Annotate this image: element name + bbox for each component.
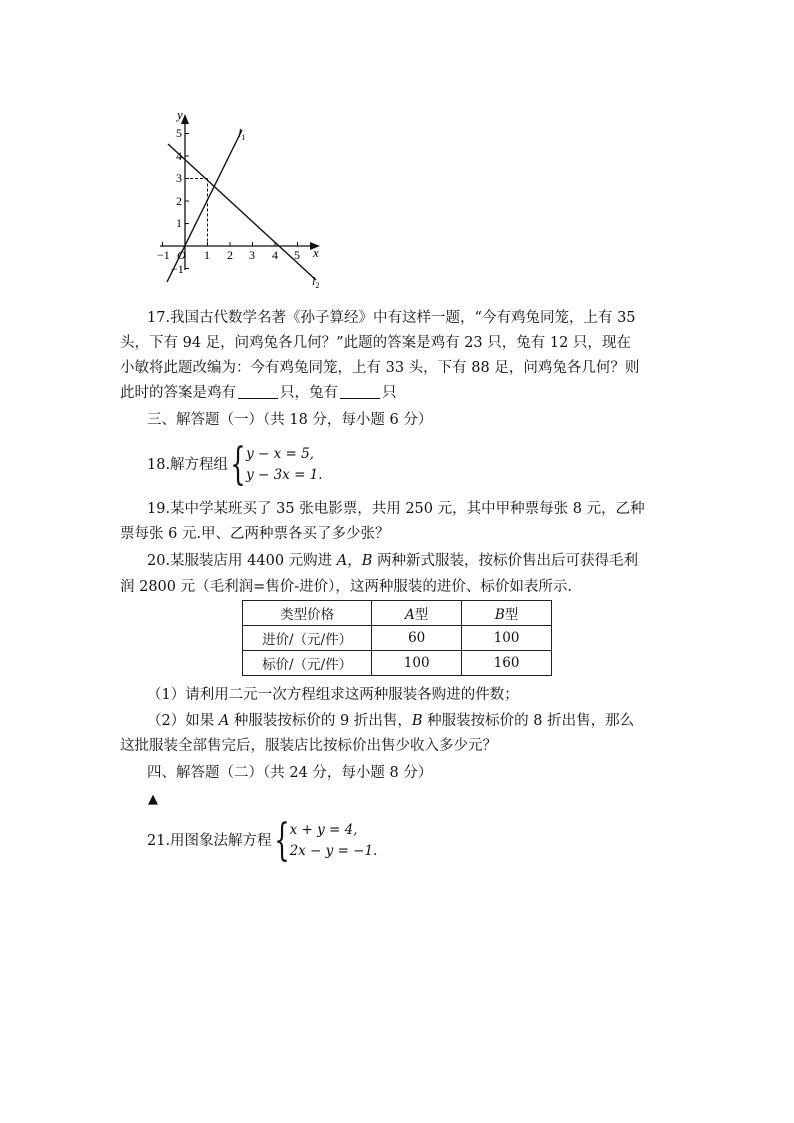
y-tick-label: −1 [171,262,184,276]
x-axis-label: x [313,245,319,260]
q17-line4-b: 只，兔有 [280,385,338,401]
q20-part2-line2: 这批服装全部售完后，服装店比按标价出售少收入多少元？ [120,738,497,754]
q21-eq1: x + y = 4, [289,822,358,838]
q20-part2-c: 种服装按标价的 8 折出售，那么 [422,713,635,729]
q20-type-b: B [361,553,373,569]
equation-system [228,439,323,490]
table-header-cell: A型 [372,601,462,626]
q20-part1: （1）请利用二元一次方程组求这两种服装各购进的件数； [147,687,519,703]
table-cell: 100 [462,626,552,651]
price-table [242,600,552,676]
y-tick-label: 3 [176,171,182,185]
q20-part2-a: （2）如果 [147,713,219,729]
table-cell: 100 [372,651,462,676]
q21-eq2: 2x − y = −1. [289,843,378,859]
section-4-heading: 四、解答题（二）（共 24 分，每小题 8 分） [147,765,433,781]
q17-line4-a: 此时的答案是鸡有 [120,385,236,401]
q20-part2 [147,709,634,733]
table-header-row [243,601,552,626]
q20-line1-a: 20.某服装店用 4400 元购进 [147,553,337,569]
q20-line1 [147,549,638,573]
table-row [243,626,552,651]
table-cell: 标价/（元/件） [243,651,372,676]
line-l1-label: $l_1$ [238,126,246,142]
q17-line3: 小敏将此题改编为：今有鸡兔同笼，上有 33 头，下有 88 足，问鸡兔各几何？则 [120,360,640,376]
q18-prefix: 18.解方程组 [147,457,229,473]
q20-part2-b: 种服装按标价的 9 折出售， [229,713,412,729]
x-tick-label: 4 [272,248,278,262]
y-axis-label: y [177,107,183,122]
q19-line2: 票每张 6 元.甲、乙两种票各买了多少张？ [120,526,390,542]
coordinate-graph [150,104,350,294]
table-cell: 进价/（元/件） [243,626,372,651]
question-18 [147,439,323,490]
x-tick-label: 5 [294,248,300,262]
q18-eq1: y − x = 5, [246,446,314,462]
origin-label: O [177,248,186,262]
x-tick-label: 3 [249,248,255,262]
q20-part2-type-a: A [218,713,230,729]
x-tick-label: 2 [227,248,233,262]
q17-line1: 17.我国古代数学名著《孙子算经》中有这样一题，“今有鸡兔同笼，上有 35 [147,310,636,326]
triangle-marker: ▲ [148,792,158,807]
q20-line2: 润 2800 元（毛利润=售价-进价），这两种服装的进价、标价如表所示. [120,579,573,595]
y-tick-label: 5 [176,126,182,140]
q20-part2-type-b: B [411,713,423,729]
x-tick-label: −1 [157,248,170,262]
line-l2-label: $l_2$ [312,274,320,290]
table-row [243,651,552,676]
table-header-cell: 类型价格 [243,601,372,626]
q18-eq2: y − 3x = 1. [246,467,323,483]
y-tick-label: 4 [176,149,182,163]
y-tick-label: 2 [176,194,182,208]
q19-line1: 19.某中学某班买了 35 张电影票，共用 250 元，其中甲种票每张 8 元，乙种 [147,501,645,517]
q21-prefix: 21.用图象法解方程 [147,833,272,849]
table-header-cell: B型 [462,601,552,626]
q20-line1-c: 两种新式服装，按标价售出后可获得毛利 [372,553,639,569]
question-21 [147,815,378,866]
equation-system [272,815,378,866]
x-tick-label: 1 [204,248,210,262]
brace-icon: { [230,439,246,490]
q17-line2: 头，下有 94 足，问鸡兔各几何？”此题的答案是鸡有 23 只，兔有 12 只，现在 [120,335,631,351]
table-cell: 160 [462,651,552,676]
answer-blank-chicken[interactable] [238,384,278,399]
question-17 [147,306,636,330]
table-cell: 60 [372,626,462,651]
answer-blank-rabbit[interactable] [340,384,380,399]
brace-icon: { [273,815,290,866]
q20-type-a: A [336,553,348,569]
q17-line4 [120,381,397,405]
y-tick-label: 1 [176,216,182,230]
section-3-heading: 三、解答题（一）（共 18 分，每小题 6 分） [147,412,433,428]
q17-line4-c: 只 [382,385,397,401]
q20-line1-b: ， [347,553,362,569]
